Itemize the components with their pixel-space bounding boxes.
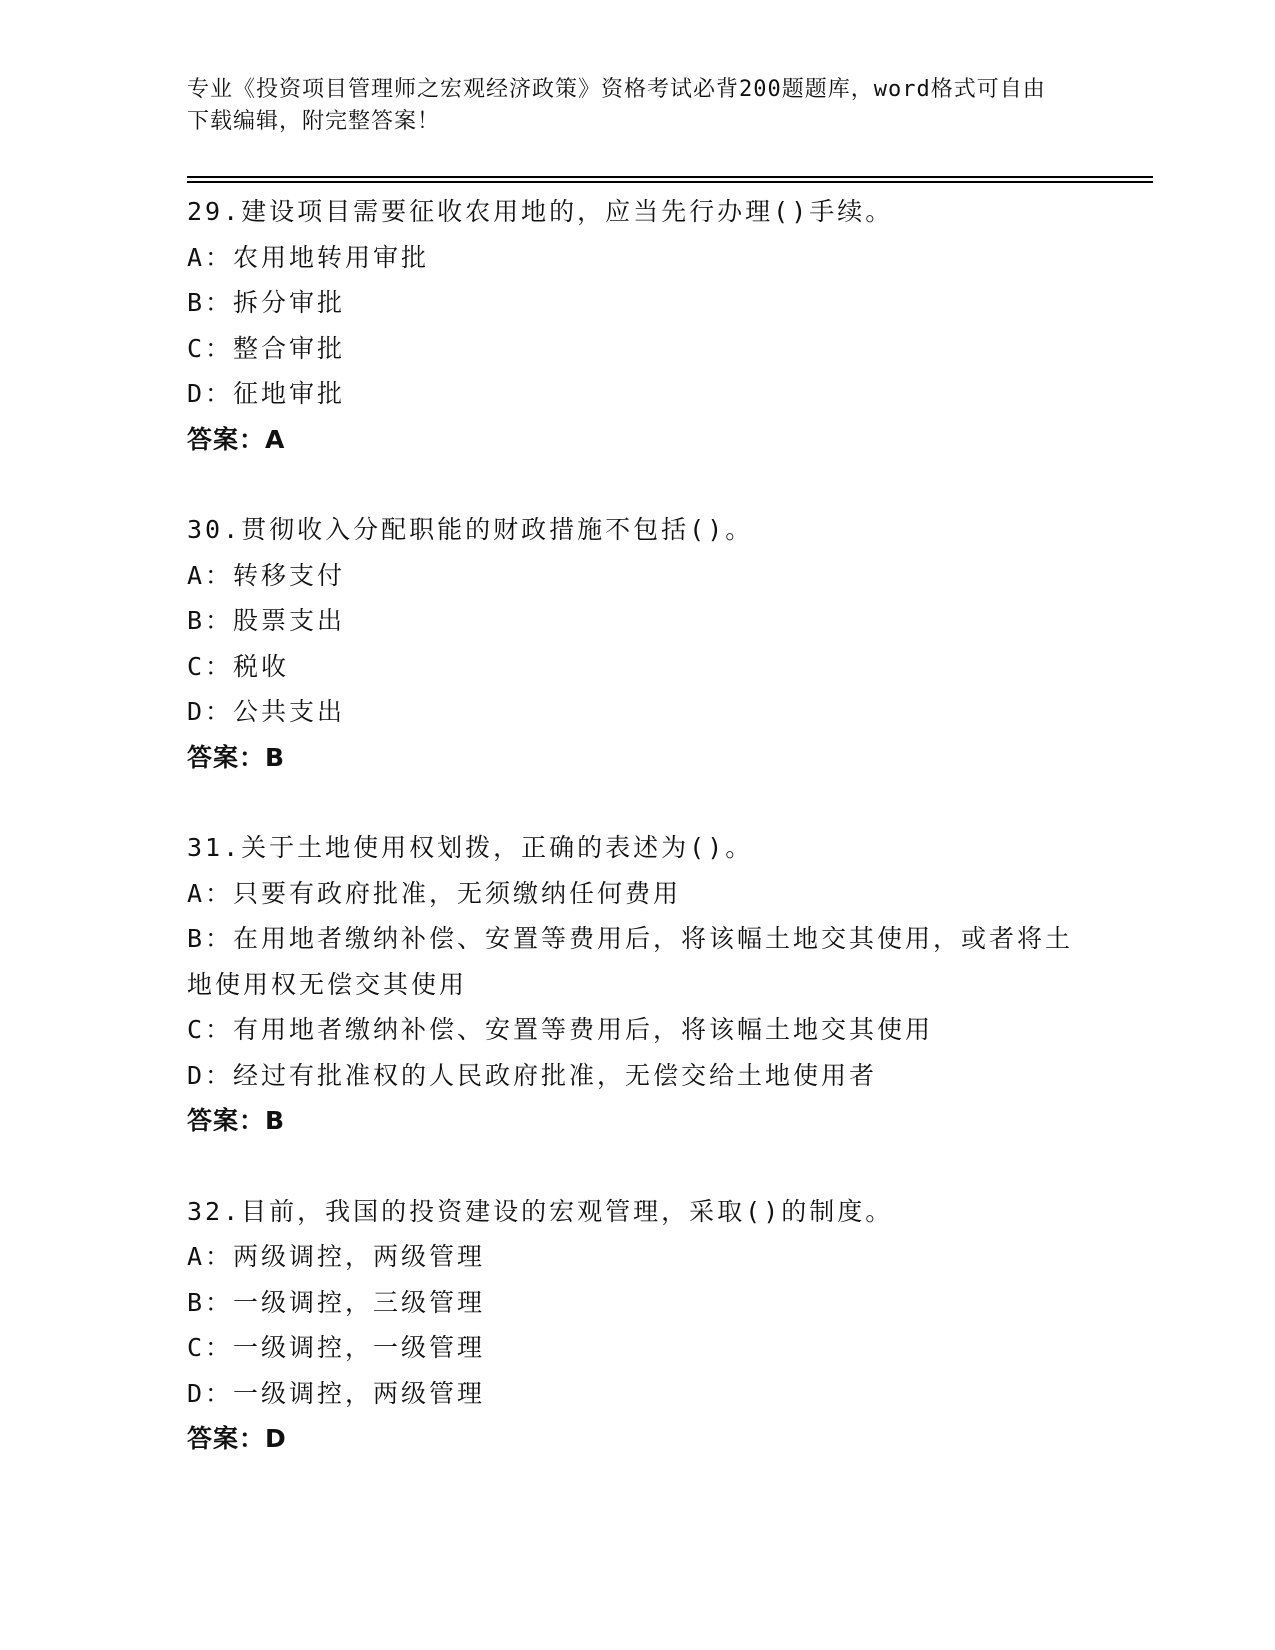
option-b: B：一级调控，三级管理 <box>187 1287 486 1317</box>
option-a: A：两级调控，两级管理 <box>187 1242 486 1271</box>
answer-row <box>187 417 1087 463</box>
option-c: C：有用地者缴纳补偿、安置等费用后，将该幅土地交其使用 <box>187 1015 934 1044</box>
question-stem: 30.贯彻收入分配职能的财政措施不包括()。 <box>187 515 754 544</box>
answer-row <box>187 1098 1087 1144</box>
document-header: 专业《投资项目管理师之宏观经济政策》资格考试必背200题题库，word格式可自由下载编辑，附完整答案！ <box>187 77 1046 134</box>
question-stem: 29.建设项目需要征收农用地的，应当先行办理()手续。 <box>187 197 894 226</box>
option-a: A：转移支付 <box>187 560 346 590</box>
option-d: D：一级调控，两级管理 <box>187 1378 486 1408</box>
option-d: D：征地审批 <box>187 379 346 408</box>
header-divider-bottom <box>187 181 1153 183</box>
option-c: C：整合审批 <box>187 333 346 363</box>
option-a: A：农用地转用审批 <box>187 242 430 272</box>
question-item <box>187 1189 1087 1462</box>
option-d: D：经过有批准权的人民政府批准，无偿交给土地使用者 <box>187 1060 878 1090</box>
option-b: B：股票支出 <box>187 606 346 635</box>
option-c: C：税收 <box>187 651 290 681</box>
option-c: C：一级调控，一级管理 <box>187 1333 486 1362</box>
question-stem: 32.目前，我国的投资建设的宏观管理，采取()的制度。 <box>187 1196 894 1226</box>
option-b: B：在用地者缴纳补偿、安置等费用后，将该幅土地交其使用，或者将土地使用权无偿交其使用 <box>187 924 1074 999</box>
question-stem: 31.关于土地使用权划拨，正确的表述为()。 <box>187 833 754 862</box>
option-b: B：拆分审批 <box>187 288 346 317</box>
question-item <box>187 825 1087 1144</box>
answer-row <box>187 735 1087 781</box>
question-item <box>187 189 1087 462</box>
question-list <box>187 189 1087 1507</box>
header-divider-top <box>187 176 1153 178</box>
answer-label: 答案： <box>187 1424 266 1453</box>
answer-label: 答案： <box>187 742 266 772</box>
answer-label: 答案： <box>187 1106 266 1135</box>
question-item <box>187 507 1087 780</box>
answer-value: D <box>265 1424 286 1453</box>
answer-row <box>187 1416 1087 1462</box>
option-d: D：公共支出 <box>187 697 346 726</box>
answer-label: 答案： <box>187 424 266 454</box>
option-a: A：只要有政府批准，无须缴纳任何费用 <box>187 878 682 908</box>
answer-value: B <box>265 742 285 772</box>
answer-value: B <box>265 1106 285 1135</box>
answer-value: A <box>265 424 285 454</box>
